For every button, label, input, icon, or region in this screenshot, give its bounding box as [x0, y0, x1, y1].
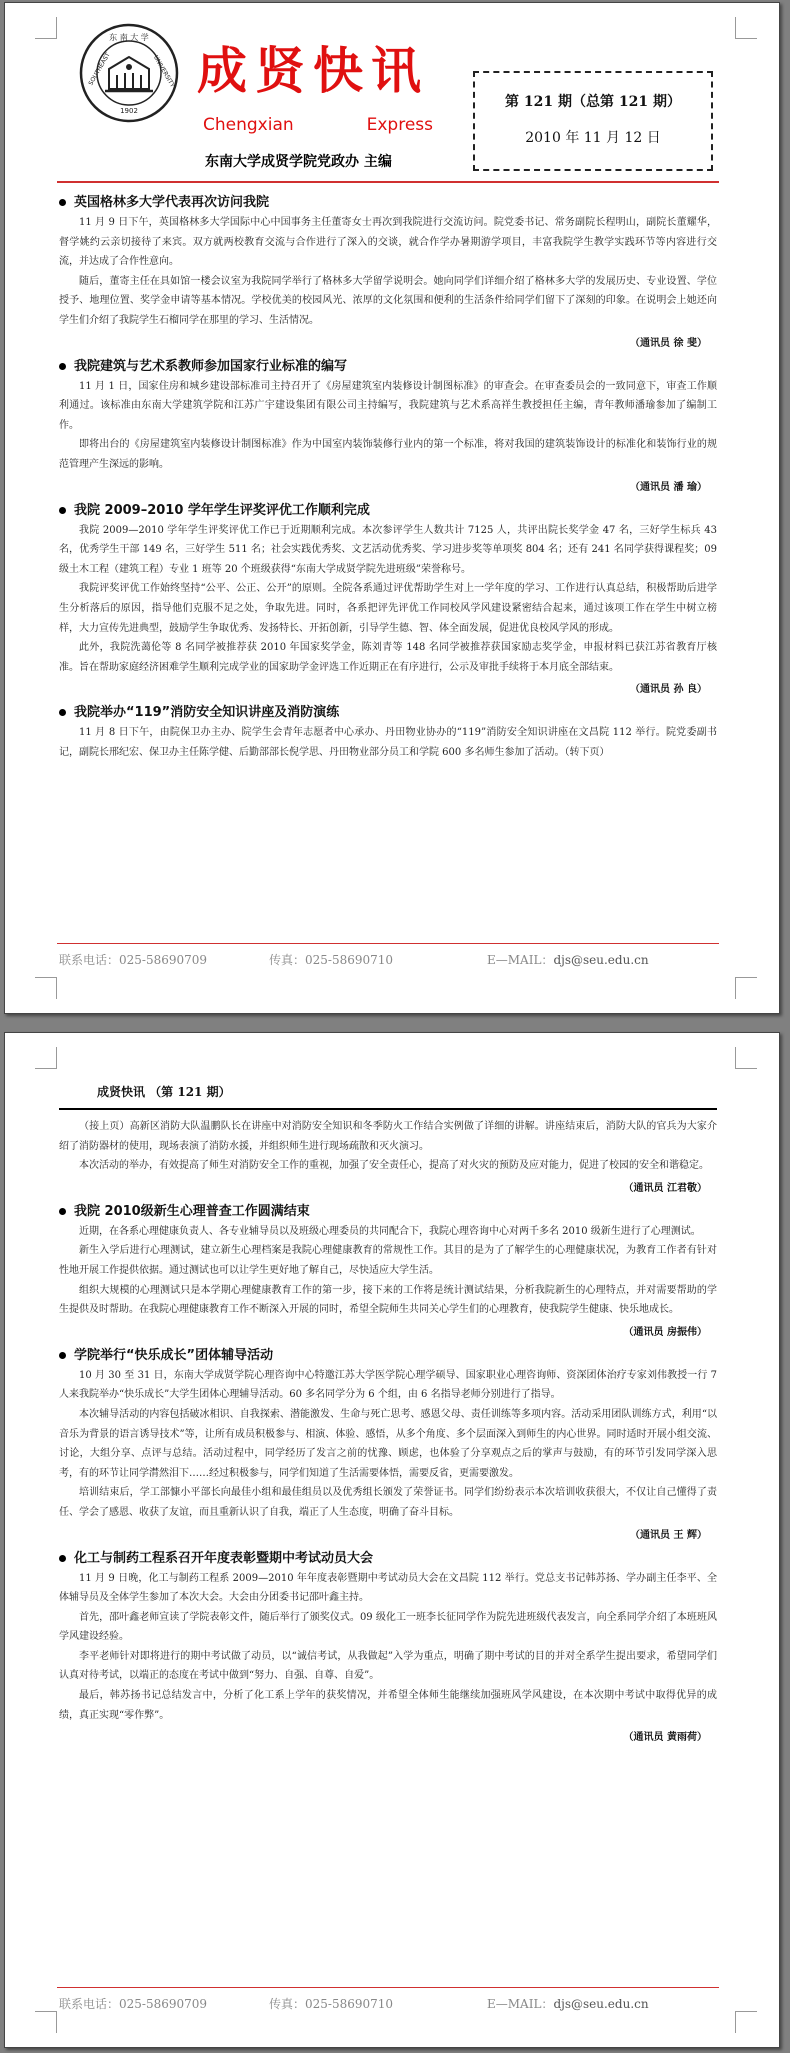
header-divider — [59, 1108, 717, 1110]
crop-mark — [735, 977, 757, 999]
article-paragraph: 培训结束后，学工部慷小平部长向最佳小组和最佳组员以及优秀组长颁发了荣誉证书。同学们纷纷表示本次培训收获很大，不仅让自己懂得了责任、学会了感恩、收获了友谊，而且重新认识了自我，端正了人生态度，明确了奋斗目标。 — [59, 1487, 717, 1518]
article-heading — [59, 501, 717, 520]
university-seal-logo — [79, 23, 179, 123]
article-paragraph: 新生入学后进行心理测试，建立新生心理档案是我院心理健康教育的常规性工作。其目的是为了了解学生的心理健康状况，为教育工作者有针对性地开展工作提供依据。通过测试也可以让学生更好地了解自己，尽快适应大学生活。 — [59, 1245, 717, 1276]
article-heading — [59, 1549, 717, 1568]
footer-divider — [57, 1987, 719, 1988]
footer-email-label: E—MAIL： — [487, 953, 554, 967]
article-paragraph: 最后，韩苏扬书记总结发言中，分析了化工系上学年的获奖情况，并希望全体师生能继续加强班风学风建设，在本次期中考试中取得优异的成绩，真正实现“零作弊”。 — [59, 1690, 717, 1721]
footer-email-label: E—MAIL： — [487, 1997, 554, 2011]
article-paragraph: 11 月 9 日下午，英国格林多大学国际中心中国事务主任董寄女士再次到我院进行交流访问。院党委书记、常务副院长程明山，副院长董耀华，督学姚约云亲切接待了来宾。双方就两校教育交流与合作进行了深入的交谈，就合作学办暑期游学项目，丰富我院学生教学实践环节等内容进行交流，并达成了合作性意向。 — [59, 217, 717, 268]
article — [59, 1202, 717, 1342]
issue-number: 第 121 期（总第 121 期） — [505, 94, 681, 110]
crop-mark — [35, 17, 57, 39]
article-title: 化工与制药工程系召开年度表彰暨期中考试动员大会 — [74, 1550, 374, 1566]
article-title: 我院建筑与艺术系教师参加国家行业标准的编写 — [74, 358, 348, 374]
running-header: 成贤快讯 （第 121 期） — [97, 1085, 231, 1099]
article — [59, 357, 717, 497]
newsletter-title-en — [203, 115, 433, 135]
article-title: 我院举办“119”消防安全知识讲座及消防演练 — [74, 705, 340, 721]
footer-email-address[interactable]: djs@seu.edu.cn — [553, 1997, 649, 2011]
bullet-icon — [59, 363, 66, 370]
article-byline: （通讯员 房振伟） — [623, 1326, 707, 1338]
page-2 — [4, 1032, 780, 2048]
article-paragraph: 李平老师针对即将进行的期中考试做了动员，以“诚信考试，从我做起”入学为重点，明确了期中考试的目的并对全系学生提出要求，希望同学们认真对待考试，以端正的态度在考试中做到“努力、自强、自尊、自爱”。 — [59, 1650, 717, 1682]
issue-date: 2010 年 11 月 12 日 — [525, 130, 661, 146]
article — [59, 1549, 717, 1748]
svg-text:SOUTHEAST: SOUTHEAST — [87, 51, 112, 87]
crop-mark — [35, 977, 57, 999]
article-paragraph: 此外，我院洗蔼伦等 8 名同学被推荐获 2010 年国家奖学金，陈刘青等 148 名同学被推荐获国家励志奖学金，申报材料已获江苏省教育厅核准。旨在帮助家庭经济困难学生顺利完成学业的国家助学金评选工作近期正在有序进行，公示及审批手续将于本月底全部结束。 — [59, 642, 717, 673]
article-byline: （通讯员 王 辉） — [630, 1529, 707, 1541]
article-heading — [59, 357, 717, 376]
article-title: 学院举行“快乐成长”团体辅导活动 — [74, 1347, 274, 1363]
article-byline: （通讯员 徐 斐） — [630, 337, 707, 349]
article-paragraph: 11 月 1 日，国家住房和城乡建设部标准司主持召开了《房屋建筑室内装修设计制图标准》的审查会。在审查委员会的一致同意下，审查工作顺利通过。该标准由东南大学建筑学院和江苏广宇建设集团有限公司主持编写，我院建筑与艺术系高祥生教授担任主编，青年教师潘瑜参加了编制工作。 — [59, 380, 717, 431]
bullet-icon — [59, 709, 66, 716]
article-paragraph: 首先，邵叶鑫老师宣读了学院表彰文件，随后举行了颁奖仪式。09 级化工一班李长征同学作为院先进班级代表发言，向全系同学介绍了本班班风学风建设经验。 — [59, 1611, 717, 1643]
article — [59, 501, 717, 700]
footer-divider — [57, 943, 719, 944]
article-paragraph: 随后，董寄主任在具如馆一楼会议室为我院同学举行了格林多大学留学说明会。她向同学们详细介绍了格林多大学的发展历史、专业设置、学位授予、地理位置、奖学金申请等基本情况。学校优美的校园风光、浓厚的文化氛围和便利的生活条件给同学们留下了深刻的印象。在说明会上她还向学生们介绍了我院学生石榴同学在那里的学习、生活情况。 — [59, 275, 717, 326]
article-byline: （通讯员 江君敬） — [623, 1182, 707, 1194]
title-en-word-2: Express — [366, 115, 433, 135]
page-1-articles — [59, 193, 717, 766]
footer-fax: 传真：025-58690710 — [269, 953, 394, 967]
article-paragraph: 本次辅导活动的内容包括破冰相识、自我探索、潜能激发、生命与死亡思考、感恩父母、责任训练等多项内容。活动采用团队训练方式，利用“以音乐为背景的语言诱导技术”等，让所有成员积极参与、相演、体验、感悟，从多个角度、多个层面深入到师生的内心世界。同时适时开展小组交流、讨论，大组分享、点评与总结。活动过程中，同学经历了发言之前的忧豫、顾虑，也体验了分享观点之后的掌声与鼓励，有的环节引发同学深入思考，有的环节让同学潸然泪下……经过积极参与，同学们知道了生活需要体悟，需要反省，更需要激发。 — [59, 1408, 717, 1479]
title-en-word-1: Chengxian — [203, 115, 294, 135]
page-1 — [4, 2, 780, 1014]
article — [59, 193, 717, 353]
footer-fax: 传真：025-58690710 — [269, 1997, 394, 2011]
article-title: 我院 2009–2010 学年学生评奖评优工作顺利完成 — [74, 502, 370, 518]
article-byline: （通讯员 潘 瑜） — [630, 481, 707, 493]
article-paragraph: 我院评奖评优工作始终坚持“公平、公正、公开”的原则。全院各系通过评优帮助学生对上一学年度的学习、工作进行认真总结，积极帮助后进学生分析落后的原因，指导他们克服不足之处，争取先进。同时，各系把评先评优工作同校风学风建设紧密结合起来，通过该项工作在学生中树立榜样，大力宣传先进典型，鼓励学生争取优秀、发扬特长、开拓创新，引导学生德、智、体全面发展，促进优良校风学风的形成。 — [59, 583, 717, 634]
article-paragraph: 即将出台的《房屋建筑室内装修设计制图标准》作为中国室内装饰装修行业内的第一个标准，将对我国的建筑装饰设计的标准化和装饰行业的规范管理产生深远的影响。 — [59, 439, 717, 470]
contact-footer — [59, 1995, 707, 2012]
svg-text:UNIVERSITY: UNIVERSITY — [152, 54, 176, 89]
article-paragraph: 11 月 8 日下午，由院保卫办主办、院学生会青年志愿者中心承办、丹田物业协办的“119”消防安全知识讲座在文昌院 112 举行。院党委副书记，副院长邢纪宏、保卫办主任陈学健、后勤部部长倪学思、丹田物业部分员工和学院 600 多名师生参加了活动。（转下页） — [59, 727, 717, 758]
footer-phone: 联系电话：025-58690709 — [59, 953, 208, 967]
article — [59, 1117, 717, 1198]
svg-text:东 南 大 学: 东 南 大 学 — [109, 33, 149, 42]
article-paragraph: （接上页）高新区消防大队温鹏队长在讲座中对消防安全知识和冬季防火工作结合实例做了详细的讲解。讲座结束后，消防大队的官兵为大家介绍了消防器材的使用，现场表演了消防水援，并组织师生进行现场疏散和灭火演习。 — [59, 1121, 717, 1152]
article — [59, 1346, 717, 1545]
footer-phone: 联系电话：025-58690709 — [59, 1997, 208, 2011]
article-byline: （通讯员 孙 良） — [630, 684, 707, 696]
article-paragraph: 组织大规模的心理测试只是本学期心理健康教育工作的第一步，接下来的工作将是统计测试结果，分析我院新生的心理特点，并对需要帮助的学生提供及时帮助。在我院心理健康教育工作不断深入开展的同时，希望全院师生共同关心学生们的心理教育，使我院学生健康、快乐地成长。 — [59, 1284, 717, 1316]
newsletter-title: 成贤快讯 — [197, 42, 429, 100]
page-2-articles — [59, 1117, 717, 1751]
article-heading — [59, 1346, 717, 1365]
crop-mark — [735, 17, 757, 39]
article — [59, 703, 717, 762]
footer-email — [487, 951, 707, 968]
article-paragraph: 10 月 30 至 31 日，东南大学成贤学院心理咨询中心特邀江苏大学医学院心理学硕导、国家职业心理咨询师、资深团体治疗专家刘伟教授一行 7 人来我院举办“快乐成长”大学生团体心理辅导活动。60 多名同学分为 6 个组，由 6 名指导老师分别进行了指导。 — [59, 1369, 717, 1401]
article-paragraph: 我院 2009—2010 学年学生评奖评优工作已于近期顺利完成。本次参评学生人数共计 7125 人，共评出院长奖学金 47 名，三好学生标兵 43 名，优秀学生干部 149 名，三好学生 511 名；社会实践优秀奖、文艺活动优秀奖、学习进步奖等单项奖 804 名；还有 241 名同学获得课程奖；09 级土木工程（建筑工程）专业 1 班等 20 个班级获得“东南大学成贤学院先进班级”荣誉称号。 — [59, 524, 717, 575]
footer-email-address[interactable]: djs@seu.edu.cn — [553, 953, 649, 967]
article-heading — [59, 193, 717, 212]
bullet-icon — [59, 507, 66, 514]
contact-footer — [59, 951, 707, 968]
crop-mark — [35, 1047, 57, 1069]
bullet-icon — [59, 1208, 66, 1215]
article-title: 英国格林多大学代表再次访问我院 — [74, 195, 270, 210]
article-paragraph: 近期，在各系心理健康负责人、各专业辅导员以及班级心理委员的共同配合下，我院心理咨询中心对两千多名 2010 级新生进行了心理测试。 — [79, 1225, 701, 1237]
issue-info-box — [473, 71, 713, 171]
article-byline: （通讯员 黄雨荷） — [623, 1732, 707, 1744]
bullet-icon — [59, 1352, 66, 1359]
article-paragraph: 本次活动的举办，有效提高了师生对消防安全工作的重视，加强了安全责任心，提高了对火灾的预防及应对能力，促进了校园的安全和谐稳定。 — [79, 1160, 709, 1172]
article-paragraph: 11 月 9 日晚，化工与制药工程系 2009—2010 年年度表彰暨期中考试动员大会在文昌院 112 举行。党总支书记韩苏扬、学办副主任李平、全体辅导员及全体学生参加了本次大会。大会由分团委书记邵叶鑫主持。 — [59, 1572, 717, 1604]
footer-email — [487, 1995, 707, 2012]
publisher-line: 东南大学成贤学院党政办 主编 — [205, 154, 392, 170]
article-title: 我院 2010级新生心理普查工作圆满结束 — [74, 1203, 310, 1219]
article-heading — [59, 1202, 717, 1221]
crop-mark — [735, 1047, 757, 1069]
masthead-divider — [57, 181, 719, 183]
crop-mark — [35, 2011, 57, 2033]
crop-mark — [735, 2011, 757, 2033]
svg-text:1902: 1902 — [120, 107, 138, 115]
bullet-icon — [59, 1555, 66, 1562]
bullet-icon — [59, 199, 66, 206]
article-heading — [59, 703, 717, 722]
